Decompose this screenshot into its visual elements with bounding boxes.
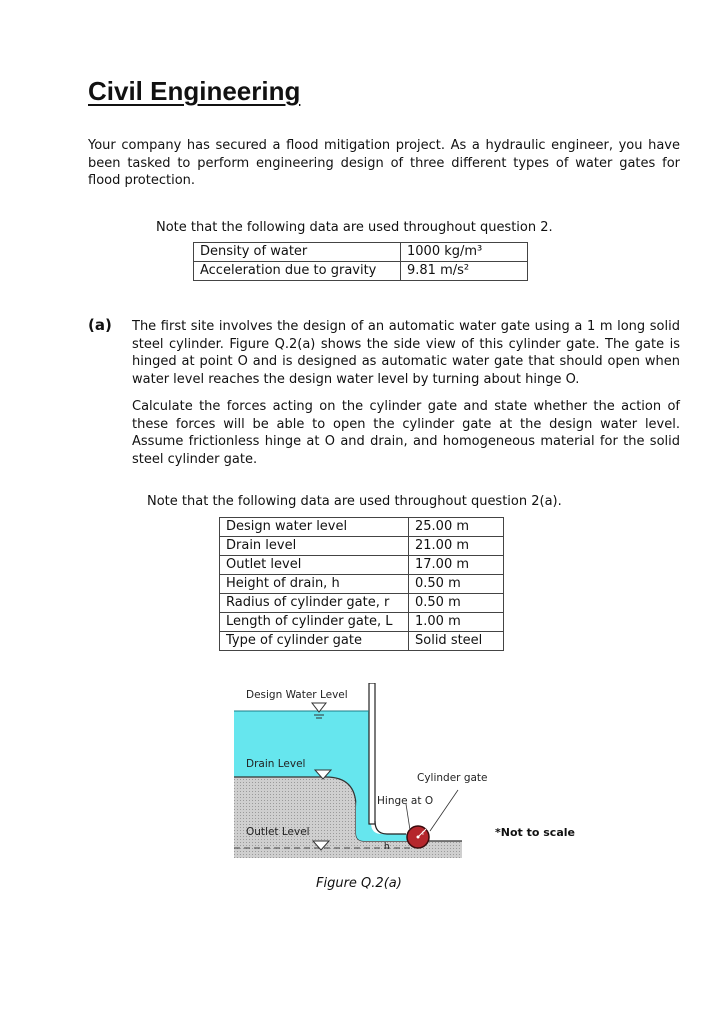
table-cell-value: 1.00 m xyxy=(409,613,504,632)
hinge-label: Hinge at O xyxy=(377,795,434,807)
table-cell-value: 21.00 m xyxy=(409,537,504,556)
table-cell-value: 9.81 m/s² xyxy=(401,262,528,281)
table-cell-label: Drain level xyxy=(220,537,409,556)
table-row xyxy=(194,262,528,281)
table-cell-label: Type of cylinder gate xyxy=(220,632,409,651)
scale-note: *Not to scale xyxy=(495,826,575,839)
table-cell-value: 1000 kg/m³ xyxy=(401,243,528,262)
table-row xyxy=(220,594,504,613)
outlet-level-label: Outlet Level xyxy=(246,826,310,838)
table-cell-label: Design water level xyxy=(220,518,409,537)
drain-level-label: Drain Level xyxy=(246,758,306,770)
data-table-q2 xyxy=(193,242,528,281)
figure-caption: Figure Q.2(a) xyxy=(316,876,402,891)
page-title: Civil Engineering xyxy=(88,76,301,106)
table-cell-label: Height of drain, h xyxy=(220,575,409,594)
question-a-paragraph-1: The first site involves the design of an automatic water gate using a 1 m long solid steel cylinder. Figure Q.2(a) shows the side view of this cylinder gate. The gate is hinged at point O and is designed as automatic water gate that should open when water level reaches the design water level by turning about hinge O. xyxy=(132,319,680,387)
intro-paragraph: Your company has secured a flood mitigation project. As a hydraulic engineer, you have been tasked to perform engineering design of three different types of water gates for flood protection. xyxy=(88,138,680,188)
table-cell-value: 0.50 m xyxy=(409,594,504,613)
question-a-paragraph-2: Calculate the forces acting on the cylinder gate and state whether the action of these forces will be able to open the cylinder gate at the design water level. Assume frictionless hinge at O and drain, and homogeneous material for the solid steel cylinder gate. xyxy=(132,399,680,467)
table-row xyxy=(220,537,504,556)
figure-cylinder-gate xyxy=(234,683,494,863)
data-table-q2a xyxy=(219,517,504,651)
table-row xyxy=(220,613,504,632)
design-water-level-label: Design Water Level xyxy=(246,689,348,701)
table-cell-label: Outlet level xyxy=(220,556,409,575)
table-cell-label: Length of cylinder gate, L xyxy=(220,613,409,632)
table-row xyxy=(220,575,504,594)
drain-height-label: h xyxy=(384,842,390,852)
table-cell-value: 25.00 m xyxy=(409,518,504,537)
table-cell-label: Density of water xyxy=(194,243,401,262)
question-label-a: (a) xyxy=(88,316,112,334)
table-cell-label: Radius of cylinder gate, r xyxy=(220,594,409,613)
gate-leader-line xyxy=(430,790,458,831)
ground-embankment xyxy=(234,777,462,858)
table-row xyxy=(220,632,504,651)
note-question-2: Note that the following data are used throughout question 2. xyxy=(156,220,553,235)
table-cell-value: 17.00 m xyxy=(409,556,504,575)
drain-outline xyxy=(375,821,406,834)
hinge-leader-line xyxy=(406,804,410,830)
hinge-point xyxy=(417,836,420,839)
table-cell-label: Acceleration due to gravity xyxy=(194,262,401,281)
table-cell-value: Solid steel xyxy=(409,632,504,651)
table-row xyxy=(220,518,504,537)
table-row xyxy=(220,556,504,575)
table-cell-value: 0.50 m xyxy=(409,575,504,594)
cylinder-gate-label: Cylinder gate xyxy=(417,772,488,784)
gate-wall xyxy=(369,683,375,824)
note-question-2a: Note that the following data are used throughout question 2(a). xyxy=(147,494,562,509)
table-row xyxy=(194,243,528,262)
radius-label: r xyxy=(422,829,425,837)
